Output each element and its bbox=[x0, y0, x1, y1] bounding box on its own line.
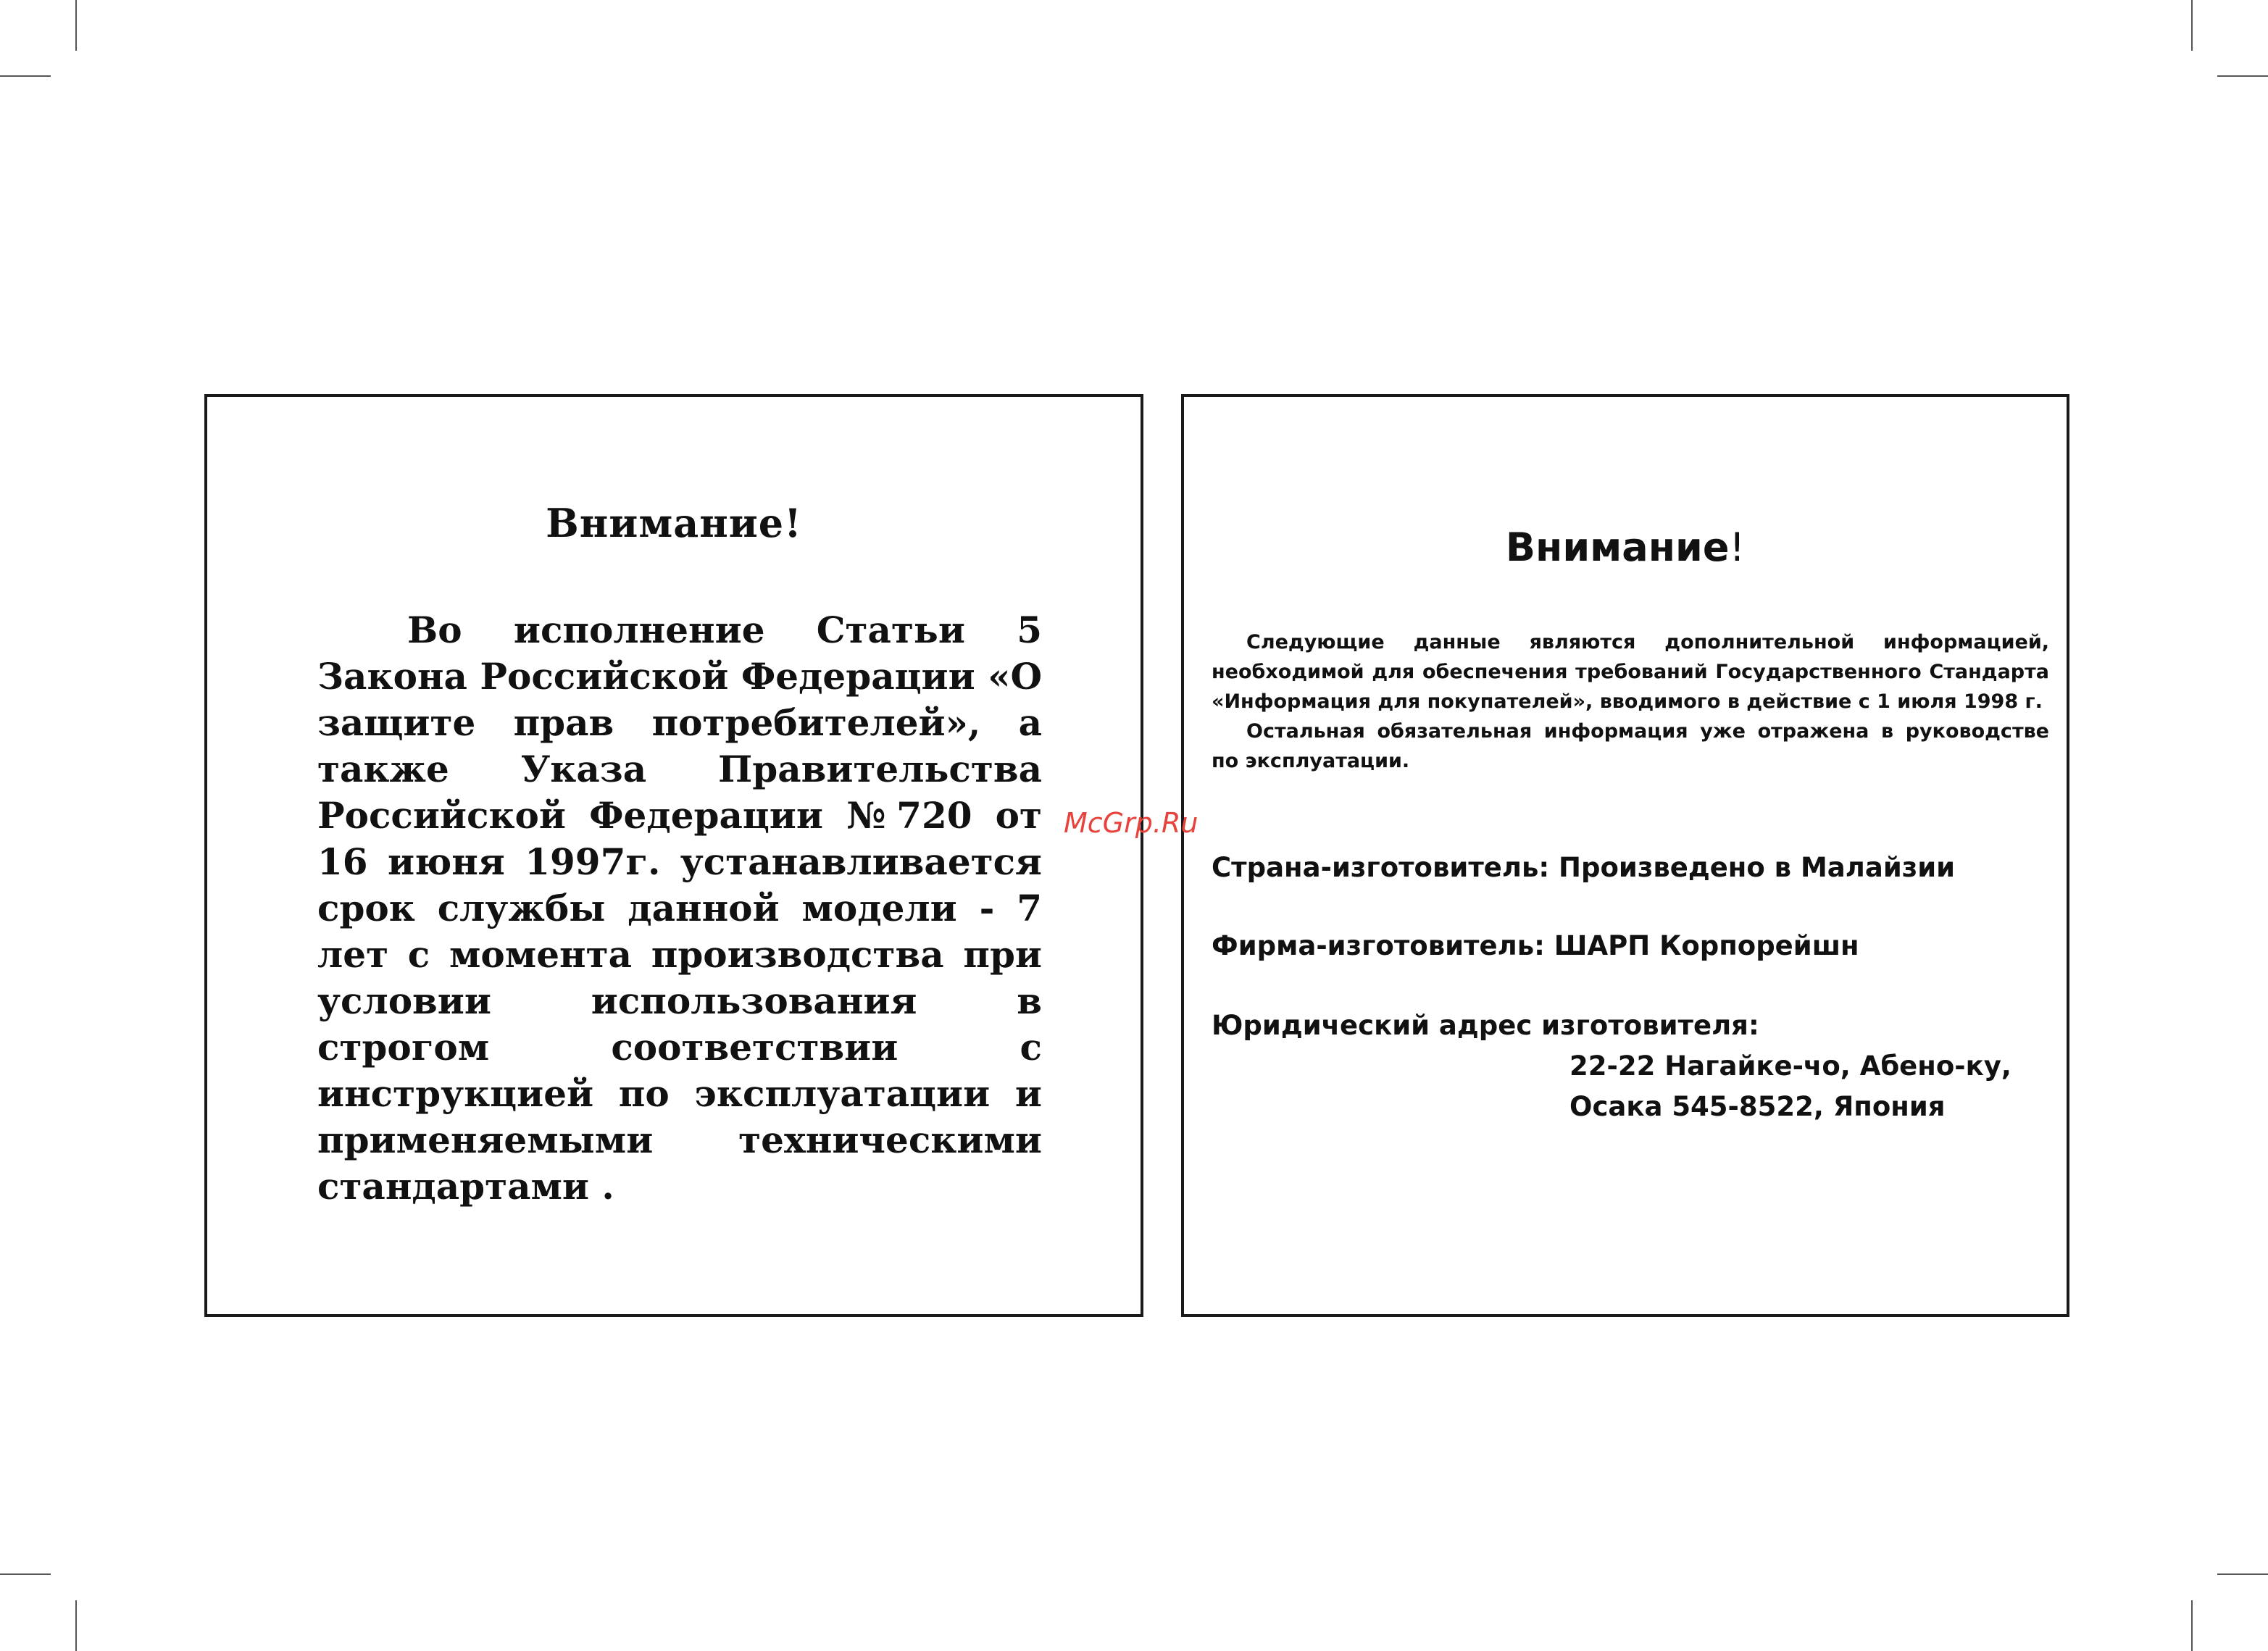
crop-mark bbox=[0, 1573, 51, 1575]
address-line: 22-22 Нагайке-чо, Абено-ку, bbox=[1569, 1050, 2011, 1082]
address-line: Осака 545-8522, Япония bbox=[1569, 1091, 1946, 1122]
country-of-origin: Страна-изготовитель: Произведено в Малайзии bbox=[1212, 852, 1956, 883]
manufacturer-firm: Фирма-изготовитель: ШАРП Корпорейшн bbox=[1212, 930, 1859, 961]
info-title-word: Внимание bbox=[1505, 524, 1730, 570]
service-life-notice-panel bbox=[204, 394, 1143, 1317]
note-paragraph: Следующие данные являются дополнительной информацией, необходимой для обеспечения требований Государственного Стандарта «Информация для покупателей», вводимого в действие с 1 июля 1998 г. bbox=[1212, 631, 2049, 713]
crop-mark bbox=[2191, 0, 2193, 51]
watermark: McGrp.Ru bbox=[1064, 807, 1198, 839]
notice-title: Внимание! bbox=[546, 500, 802, 546]
crop-mark bbox=[75, 1600, 77, 1651]
crop-mark bbox=[2217, 1573, 2268, 1575]
info-title bbox=[1184, 524, 2067, 570]
crop-mark bbox=[75, 0, 77, 51]
legal-address-label: Юридический адрес изготовителя: bbox=[1212, 1010, 1759, 1041]
manufacturer-info-panel bbox=[1181, 394, 2069, 1317]
crop-mark bbox=[2217, 75, 2268, 77]
crop-mark bbox=[0, 75, 51, 77]
service-life-text: Во исполнение Статьи 5 Закона Российской Федерации «О защите прав потребителей», а также Указа Правительства Российской Федерации №720 от 16 июня 1997г. устанавливается срок службы данной модели - 7 лет с момента производства при условии использования в строгом соответствии с инструкцией по эксплуатации и применяемыми техническими стандартами . bbox=[317, 609, 1042, 1208]
info-title-mark: ! bbox=[1729, 524, 1746, 570]
additional-info-notes bbox=[1212, 627, 2049, 776]
crop-mark bbox=[2191, 1600, 2193, 1651]
note-paragraph: Остальная обязательная информация уже отражена в руководстве по эксплуатации. bbox=[1212, 720, 2049, 772]
